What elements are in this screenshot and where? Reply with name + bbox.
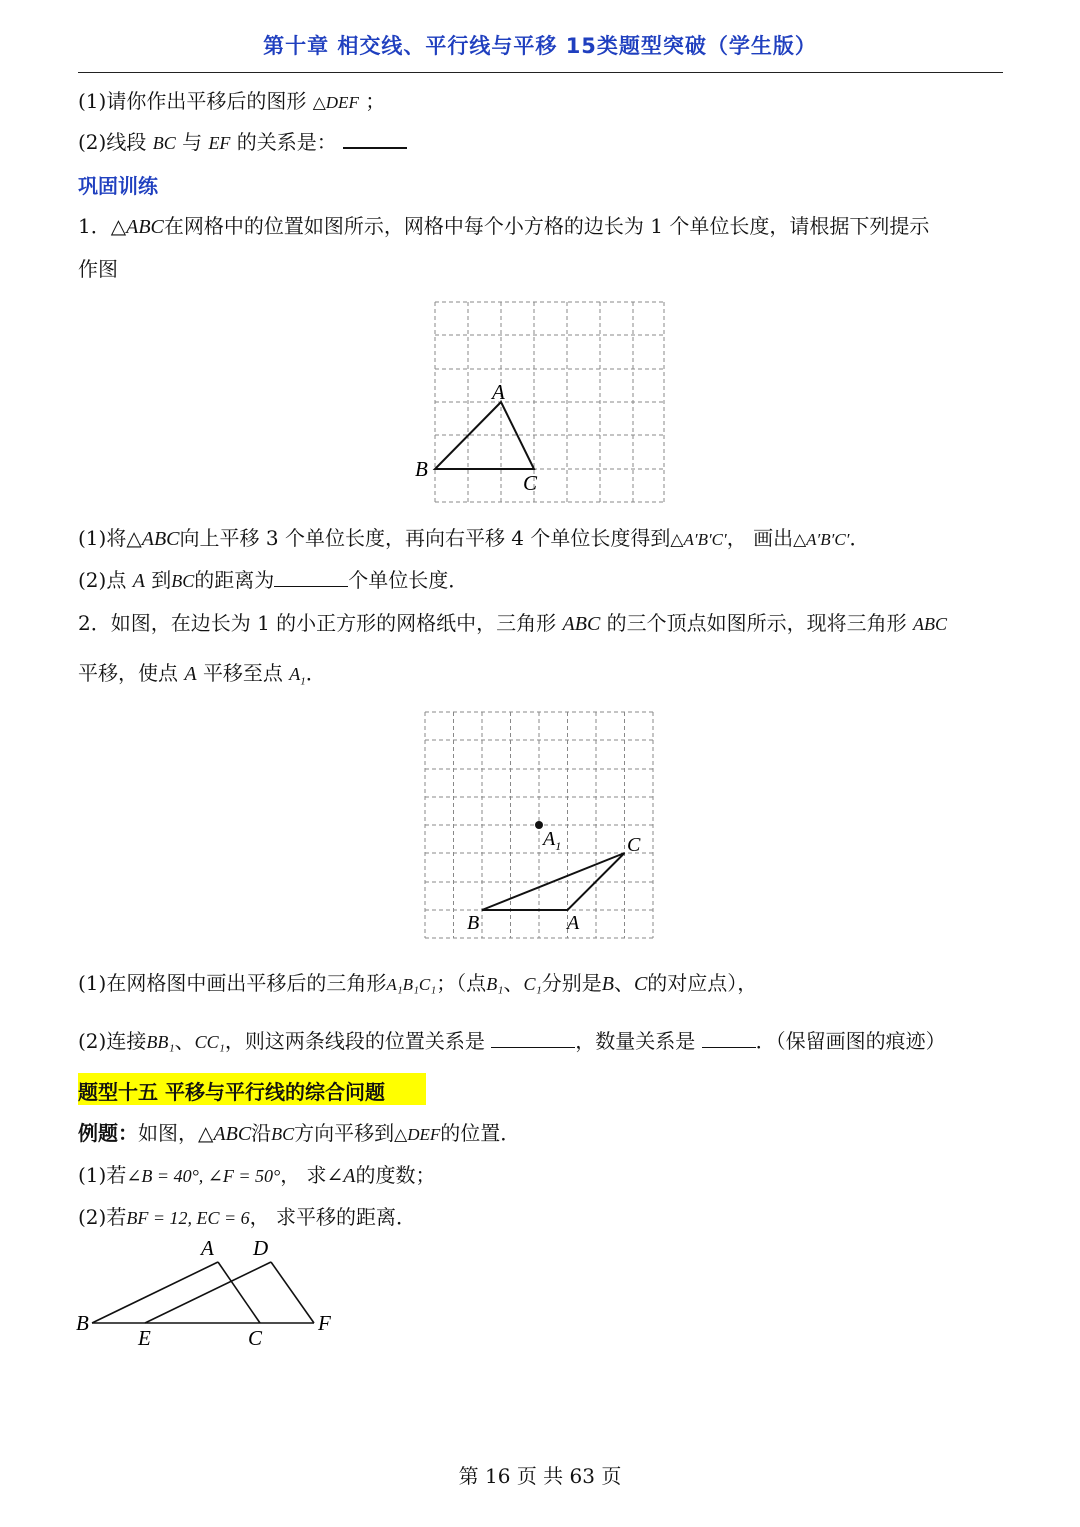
intro-q2-mid: 与 [182,130,203,154]
intro-question-1 [78,88,385,116]
p1-sub2-end: 个单位长度． [348,568,469,592]
answer-blank[interactable] [274,586,348,587]
example-end: 的位置． [440,1121,521,1145]
intro-q2-ef: EF [208,133,231,153]
p2-sub2-prefix: (2)连接 [78,1029,147,1053]
example-mid: 沿 [251,1121,272,1145]
example-mid2: 方向平移到 [294,1121,395,1145]
problem1-grid [435,302,664,502]
s15-q1-end: 的度数； [355,1163,436,1187]
p2-sub1-sep: 、 [503,971,524,995]
problem1-number: 1． [78,214,111,238]
p2-stem-abc2: ABC [913,614,948,634]
p2-sub1-sep2: 、 [613,971,634,995]
p1-sub1-abc: △ABC [126,528,180,550]
label-a: A [567,912,580,934]
label-e: E [138,1326,151,1350]
answer-blank[interactable] [343,147,407,149]
answer-blank-quantity[interactable] [702,1047,756,1048]
segment-de [145,1262,271,1323]
p2-sub1-triangle: A₁B₁C₁ [386,975,437,994]
p2-sub1-end: 的对应点）， [647,971,758,995]
label-c: C [627,834,641,856]
p2-sub1-c: C [633,973,648,995]
label-b: B [415,457,428,481]
s15-q2-end: ， 求平移的距离． [249,1205,416,1229]
section15-example [78,1120,520,1148]
intro-q1-math: △DEF [312,93,359,112]
p2-stem2-prefix: 平移，使点 [78,661,178,685]
example-def: △DEF [394,1125,441,1144]
label-b: B [76,1311,89,1335]
label-d: D [253,1236,269,1260]
p2-sub2-cc1: CC₁ [194,1032,225,1052]
segment-ab [92,1262,218,1323]
section15-q1 [78,1162,436,1189]
example-abc: △ABC [198,1123,252,1145]
label-a: A [201,1236,214,1260]
p1-sub2-bc: BC [171,571,195,591]
p2-stem2-mid: 平移至点 [202,661,283,685]
example-label: 例题： [78,1121,138,1145]
p1-sub2-prefix: (2)点 [78,568,127,592]
p2-stem2-a: A [184,663,197,685]
p1-sub2-mid2: 的距离为 [194,568,275,592]
problem2-stem-line1 [78,610,947,637]
p1-sub1-prefix: (1)将 [78,526,127,550]
label-c: C [248,1326,263,1350]
consolidation-heading: 巩固训练 [78,174,158,198]
segment-df [271,1262,314,1323]
problem1-triangle: △ABC [110,216,164,238]
section15-translation-figure [70,1235,350,1355]
p2-sub2-sep: 、 [174,1029,195,1053]
intro-question-2 [78,129,407,156]
intro-q2-text: (2)线段 [78,130,147,154]
label-b: B [467,912,480,934]
p2-sub1-mid: ；（点 [436,971,487,995]
p1-sub2-a: A [132,570,145,592]
intro-q2-suffix: 的关系是： [236,130,337,154]
problem1-stem-line2: 作图 [78,257,118,281]
problem2-sub1 [78,970,757,998]
p2-stem-prefix: 2．如图，在边长为 1 的小正方形的网格纸中，三角形 [78,611,557,635]
p1-sub1-abc-prime: △A′B′C′ [670,530,727,549]
problem2-sub2 [78,1028,946,1055]
intro-q1-text: (1)请你作出平移后的图形 [78,89,307,113]
p1-sub1-mid2: ， 画出 [726,526,794,550]
p2-sub2-bb1: BB₁ [146,1032,175,1052]
section15-q2 [78,1204,416,1231]
p1-sub1-abc-prime-2: △A′B′C′ [793,530,850,549]
problem1-sub2 [78,567,468,594]
problem1-sub1 [78,525,869,553]
p2-sub1-b1: B₁ [486,974,504,994]
problem1-stem-text: 在网格中的位置如图所示，网格中每个小方格的边长为 1 个单位长度，请根据下列提示 [163,214,930,238]
s15-q1-prefix: (1)若 [78,1163,127,1187]
p2-sub1-prefix: (1)在网格图中画出平移后的三角形 [78,971,387,995]
point-a1 [535,821,543,829]
header-divider [78,72,1003,73]
label-a: A [492,380,505,404]
p2-stem2-end: ． [305,661,326,685]
s15-q2-prefix: (2)若 [78,1205,127,1229]
p2-stem2-a1: A [289,664,301,684]
p1-sub1-end: ． [849,526,870,550]
label-a1: $A_1$ [543,828,562,853]
s15-q2-math: BF = 12, EC = 6 [126,1208,250,1228]
problem2-stem-line2 [78,660,326,695]
section15-heading: 题型十五 平移与平行线的综合问题 [78,1080,385,1104]
s15-q1-math: ∠B = 40°, ∠F = 50° [126,1166,281,1186]
problem1-stem-line1 [78,213,929,240]
p1-sub2-mid: 到 [151,568,172,592]
p2-sub2-end: ．（保留画图的痕迹） [755,1029,946,1053]
page-header-title: 第十章 相交线、平行线与平移 15类题型突破（学生版） [263,34,817,58]
label-f: F [318,1311,331,1335]
p2-sub1-b: B [601,973,614,995]
p1-sub1-mid: 向上平移 3 个单位长度，再向右平移 4 个单位长度得到 [179,526,671,550]
p2-stem-mid: 的三个顶点如图所示，现将三角形 [606,611,907,635]
p2-stem-abc: ABC [562,613,601,635]
s15-q1-angle: ∠A [326,1165,356,1187]
label-c: C [523,471,538,495]
example-prefix: 如图， [138,1121,198,1145]
p2-sub2-mid2: ，数量关系是 [575,1029,696,1053]
answer-blank-position[interactable] [491,1047,575,1048]
problem1-grid-figure [410,295,680,505]
page-footer: 第 16 页 共 63 页 [458,1464,622,1488]
problem2-grid-figure [415,705,665,950]
p2-sub2-mid: ，则这两条线段的位置关系是 [224,1029,485,1053]
p2-stem2-a1-sub: 1 [300,675,306,688]
example-bc: BC [271,1124,295,1144]
p2-sub1-c1: C₁ [523,974,542,994]
p2-sub1-mid2: 分别是 [541,971,602,995]
intro-q1-suffix: ； [365,89,386,113]
s15-q1-mid: ， 求 [280,1163,327,1187]
intro-q2-bc: BC [152,133,176,153]
